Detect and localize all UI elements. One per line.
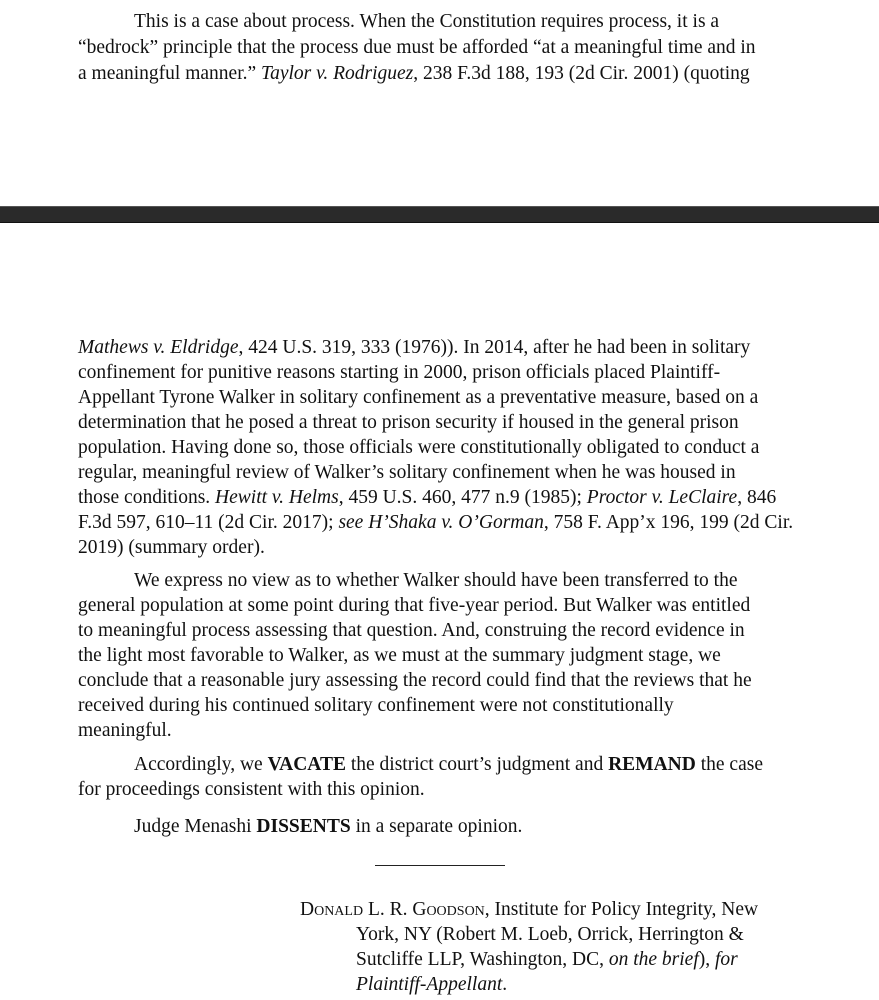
second-paragraph-line-7: meaningful.: [78, 720, 172, 741]
cont-paragraph-line-5: population. Having done so, those officials were constitutionally obligated to conduct a: [78, 437, 760, 458]
second-paragraph-line-2: general population at some point during that five-year period. But Walker was entitled: [78, 595, 751, 616]
cont-paragraph-line-9: 2019) (summary order).: [78, 537, 265, 558]
counsel-line-2: York, NY (Robert M. Loeb, Orrick, Herrington &: [356, 924, 744, 945]
second-paragraph-line-4: the light most favorable to Walker, as we must at the summary judgment stage, we: [78, 645, 721, 666]
page-break-separator: [0, 206, 879, 223]
second-paragraph-line-6: received during his continued solitary confinement were not constitutionally: [78, 695, 674, 716]
top-paragraph-line-2: “bedrock” principle that the process due must be afforded “at a meaningful time and in: [78, 37, 756, 58]
counsel-line-1: Donald L. R. Goodson, Institute for Policy Integrity, New: [300, 899, 759, 920]
cont-paragraph-line-2: confinement for punitive reasons starting in 2000, prison officials placed Plaintiff-: [78, 362, 721, 383]
case-citation-proctor: Proctor v. LeClaire: [586, 487, 738, 508]
second-paragraph-line-3: to meaningful process assessing that question. And, construing the record evidence in: [78, 620, 745, 641]
cont-paragraph-line-6: regular, meaningful review of Walker’s solitary confinement when he was housed in: [78, 462, 736, 483]
remand-term: REMAND: [608, 754, 696, 775]
case-citation-mathews: Mathews v. Eldridge: [78, 337, 239, 358]
disposition-line-2: for proceedings consistent with this opinion.: [78, 779, 425, 800]
section-divider-rule: [375, 865, 505, 866]
cont-paragraph-line-3: Appellant Tyrone Walker in solitary confinement as a preventative measure, based on a: [78, 387, 759, 408]
vacate-term: VACATE: [267, 754, 346, 775]
top-paragraph-line-1: This is a case about process. When the Constitution requires process, it is a: [134, 11, 720, 32]
counsel-line-4: Plaintiff-Appellant.: [356, 974, 508, 995]
second-paragraph-line-5: conclude that a reasonable jury assessing the record could find that the reviews that he: [78, 670, 752, 691]
case-citation-taylor: Taylor v. Rodriguez: [261, 63, 414, 84]
cont-paragraph-line-8: F.3d 597, 610–11 (2d Cir. 2017); see H’Shaka v. O’Gorman, 758 F. App’x 196, 199 (2d Cir.: [78, 512, 794, 533]
counsel-line-3: Sutcliffe LLP, Washington, DC, on the brief), for: [356, 949, 738, 970]
counsel-name: Donald L. R. Goodson: [300, 899, 485, 920]
cont-paragraph-line-1: Mathews v. Eldridge, 424 U.S. 319, 333 (1976)). In 2014, after he had been in solitary: [78, 337, 751, 358]
cont-paragraph-line-4: determination that he posed a threat to prison security if housed in the general prison: [78, 412, 739, 433]
case-citation-hshaka: H’Shaka v. O’Gorman: [368, 512, 544, 533]
dissents-term: DISSENTS: [256, 816, 351, 837]
second-paragraph-line-1: We express no view as to whether Walker should have been transferred to the: [134, 570, 738, 591]
top-paragraph-line-3: a meaningful manner.” Taylor v. Rodriguez, 238 F.3d 188, 193 (2d Cir. 2001) (quoting: [78, 63, 750, 84]
dissent-line: Judge Menashi DISSENTS in a separate opinion.: [134, 816, 523, 837]
disposition-line-1: Accordingly, we VACATE the district court’s judgment and REMAND the case: [134, 754, 763, 775]
cont-paragraph-line-7: those conditions. Hewitt v. Helms, 459 U.S. 460, 477 n.9 (1985); Proctor v. LeClaire, 846: [78, 487, 777, 508]
case-citation-hewitt: Hewitt v. Helms: [215, 487, 339, 508]
